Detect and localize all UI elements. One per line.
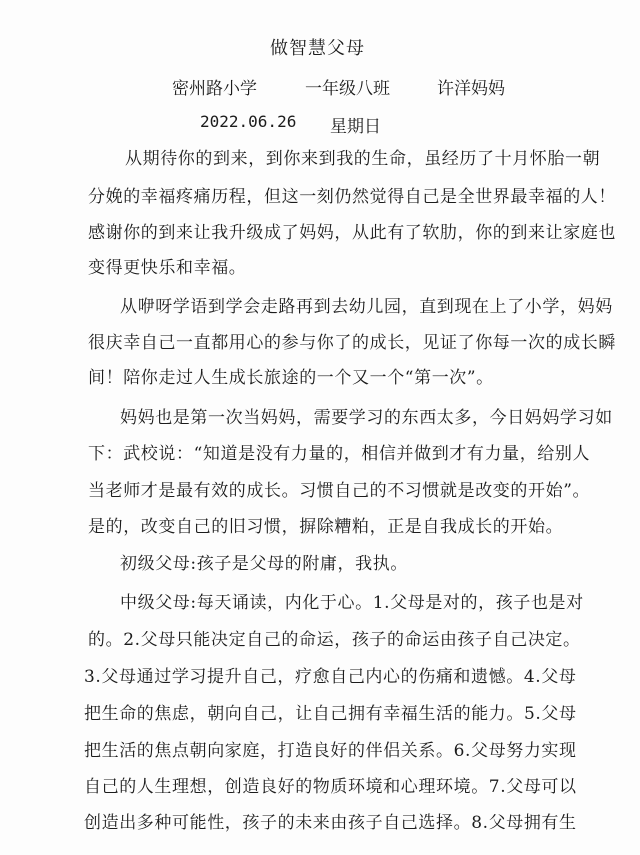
paragraph-line: 变得更快乐和幸福。 xyxy=(88,258,247,278)
document-weekday: 星期日 xyxy=(330,117,381,137)
class-name: 一年级八班 xyxy=(305,79,390,99)
document-date: 2022.06.26 xyxy=(200,112,297,131)
paragraph-line: 分娩的幸福疼痛历程，但这一刻仍然觉得自己是全世界最幸福的人！ xyxy=(88,187,616,207)
paragraph-line: 间！陪你走过人生成长旅途的一个又一个“第一次”。 xyxy=(88,368,494,388)
paragraph-line: 妈妈也是第一次当妈妈，需要学习的东西太多，今日妈妈学习如 xyxy=(120,408,613,428)
paragraph-line: 是的，改变自己的旧习惯，摒除糟粕，正是自我成长的开始。 xyxy=(88,517,564,537)
paragraph-line: 初级父母:孩子是父母的附庸，我执。 xyxy=(120,554,408,574)
paragraph-line: 的。2.父母只能决定自己的命运，孩子的命运由孩子自己决定。 xyxy=(88,630,581,650)
author-name: 许洋妈妈 xyxy=(437,79,505,99)
paragraph-line: 3.父母通过学习提升自己，疗愈自己内心的伤痛和遗憾。4.父母 xyxy=(84,667,577,687)
paragraph-line: 把生活的焦点朝向家庭，打造良好的伴侣关系。6.父母努力实现 xyxy=(84,741,577,761)
paragraph-line: 创造出多种可能性，孩子的未来由孩子自己选择。8.父母拥有生 xyxy=(84,813,577,833)
paragraph-line: 自己的人生理想，创造良好的物质环境和心理环境。7.父母可以 xyxy=(84,777,577,797)
paragraph-line: 从期待你的到来，到你来到我的生命，虽经历了十月怀胎一朝 xyxy=(125,149,601,169)
paragraph-line: 下：武校说：“知道是没有力量的，相信并做到才有力量，给别人 xyxy=(88,444,591,464)
paragraph-line: 中级父母:每天诵读，内化于心。1.父母是对的，孩子也是对 xyxy=(120,593,584,613)
paragraph-line: 把生命的焦虑，朝向自己，让自己拥有幸福生活的能力。5.父母 xyxy=(84,704,577,724)
paragraph-line: 感谢你的到来让我升级成了妈妈，从此有了软肋，你的到来让家庭也 xyxy=(88,223,616,243)
document-title: 做智慧父母 xyxy=(270,38,365,59)
paragraph-line: 很庆幸自己一直都用心的参与你了的成长，见证了你每一次的成长瞬 xyxy=(88,333,616,353)
paragraph-line: 从咿呀学语到学会走路再到去幼儿园，直到现在上了小学，妈妈 xyxy=(120,297,613,317)
paragraph-line: 当老师才是最有效的成长。习惯自己的不习惯就是改变的开始”。 xyxy=(88,481,591,501)
school-name: 密州路小学 xyxy=(172,79,257,99)
